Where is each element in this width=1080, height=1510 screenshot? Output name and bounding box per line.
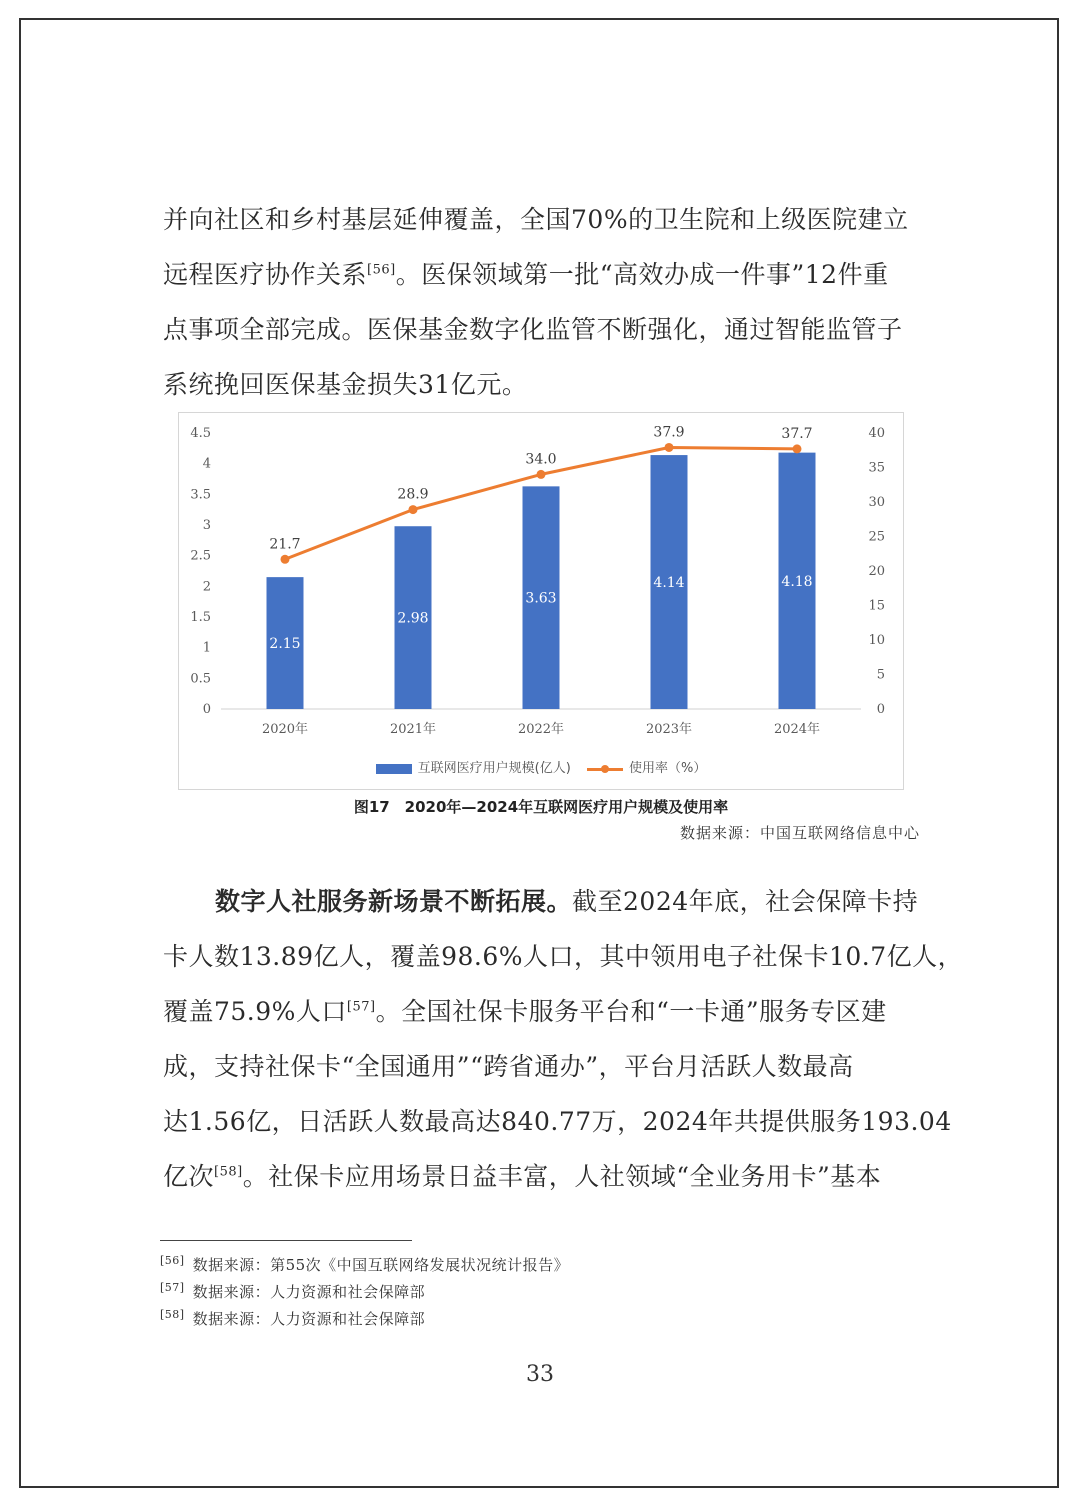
line-value-label: 34.0	[525, 451, 557, 468]
y-right-tick-label: 35	[868, 460, 885, 476]
paragraph-line	[163, 874, 923, 929]
paragraph-line	[163, 1149, 923, 1204]
y-right-tick-label: 5	[876, 667, 885, 683]
y-left-tick-label: 2	[202, 579, 211, 595]
paragraph-line: 点事项全部完成。医保基金数字化监管不断强化，通过智能监管子	[163, 315, 903, 344]
footnote-item	[160, 1306, 569, 1333]
line-point	[409, 505, 418, 514]
footnote-item	[160, 1279, 569, 1306]
y-right-tick-label: 30	[868, 495, 885, 510]
paragraph-line: 成，支持社保卡“全国通用”“跨省通办”，平台月活跃人数最高	[163, 1052, 854, 1081]
line-value-label: 37.7	[781, 425, 813, 442]
footnote-mark: [56]	[160, 1254, 185, 1267]
citation-ref[interactable]: [57]	[346, 999, 376, 1015]
line-text: 覆盖75.9%人口	[163, 997, 347, 1026]
line-point	[537, 470, 546, 479]
figure-caption: 图17 2020年—2024年互联网医疗用户规模及使用率	[353, 798, 729, 816]
citation-ref[interactable]: [56]	[367, 262, 396, 278]
line-text: 截至2024年底，社会保障卡持	[572, 887, 919, 916]
footnote-item	[160, 1252, 569, 1279]
x-tick-label: 2022年	[517, 722, 565, 737]
y-left-tick-label: 0.5	[190, 671, 211, 687]
paragraph-line: 系统挽回医保基金损失31亿元。	[163, 370, 528, 399]
paragraph-line	[163, 247, 923, 302]
figure-source: 数据来源：中国互联网络信息中心	[679, 824, 920, 842]
legend-bar-swatch	[376, 764, 412, 774]
paragraph-social-security	[163, 874, 964, 1204]
footnote-text: 数据来源：人力资源和社会保障部	[192, 1283, 426, 1301]
chart-legend	[179, 757, 903, 776]
bar-value-label: 3.63	[525, 590, 557, 607]
legend-line-label: 使用率（%）	[628, 761, 707, 776]
bar-value-label: 4.18	[781, 573, 813, 590]
combo-chart	[178, 412, 904, 790]
y-left-tick-label: 3	[202, 518, 211, 533]
y-right-tick-label: 40	[868, 426, 885, 441]
chart-svg	[179, 413, 903, 753]
footnote-text: 数据来源：人力资源和社会保障部	[192, 1310, 426, 1328]
line-text: 远程医疗协作关系	[163, 260, 368, 289]
x-tick-label: 2023年	[645, 722, 693, 737]
y-left-tick-label: 1	[202, 640, 211, 656]
bar-value-label: 2.98	[397, 610, 429, 627]
line-point	[793, 444, 802, 453]
paragraph-line: 达1.56亿，日活跃人数最高达840.77万，2024年共提供服务193.04	[163, 1107, 952, 1136]
line-value-label: 37.9	[653, 424, 685, 441]
paragraph-telemedicine	[163, 192, 923, 412]
line-text: 。全国社保卡服务平台和“一卡通”服务专区建	[375, 997, 887, 1026]
footnotes	[160, 1252, 569, 1333]
line-text: 。医保领域第一批“高效办成一件事”12件重	[395, 260, 889, 289]
bar-value-label: 2.15	[269, 636, 301, 653]
y-left-tick-label: 4	[202, 456, 211, 472]
footnote-text: 数据来源：第55次《中国互联网络发展状况统计报告》	[192, 1256, 570, 1274]
page-number: 33	[526, 1362, 554, 1387]
line-point	[281, 555, 290, 564]
legend-item-line	[587, 757, 706, 776]
citation-ref[interactable]: [58]	[214, 1164, 243, 1180]
y-right-tick-label: 15	[868, 598, 885, 614]
y-left-tick-label: 3.5	[190, 487, 211, 503]
y-left-tick-label: 0	[202, 702, 211, 717]
y-left-tick-label: 4.5	[190, 426, 211, 441]
legend-bar-label: 互联网医疗用户规模(亿人)	[417, 761, 571, 776]
line-value-label: 28.9	[397, 486, 429, 503]
bar-value-label: 4.14	[653, 575, 685, 592]
y-left-tick-label: 2.5	[190, 548, 211, 564]
x-tick-label: 2024年	[773, 722, 821, 737]
x-tick-label: 2021年	[389, 722, 437, 737]
y-right-tick-label: 10	[868, 633, 885, 648]
footnote-divider	[160, 1240, 412, 1241]
line-value-label: 21.7	[269, 536, 301, 553]
y-right-tick-label: 20	[868, 564, 885, 579]
y-right-tick-label: 0	[876, 702, 885, 717]
line-text: 。社保卡应用场景日益丰富，人社领域“全业务用卡”基本	[242, 1162, 882, 1191]
x-tick-label: 2020年	[261, 722, 309, 737]
legend-line-swatch	[587, 763, 623, 775]
y-right-tick-label: 25	[868, 529, 885, 545]
paragraph-lead: 数字人社服务新场景不断拓展。	[215, 887, 573, 916]
paragraph-line: 并向社区和乡村基层延伸覆盖，全国70%的卫生院和上级医院建立	[163, 205, 909, 234]
paragraph-line: 卡人数13.89亿人，覆盖98.6%人口，其中领用电子社保卡10.7亿人，	[163, 942, 964, 971]
paragraph-line	[163, 984, 923, 1039]
line-point	[665, 443, 674, 452]
line-text: 亿次	[163, 1162, 215, 1191]
footnote-mark: [57]	[160, 1281, 185, 1294]
footnote-mark: [58]	[160, 1308, 185, 1321]
legend-item-bar	[376, 757, 571, 776]
y-left-tick-label: 1.5	[190, 610, 211, 625]
